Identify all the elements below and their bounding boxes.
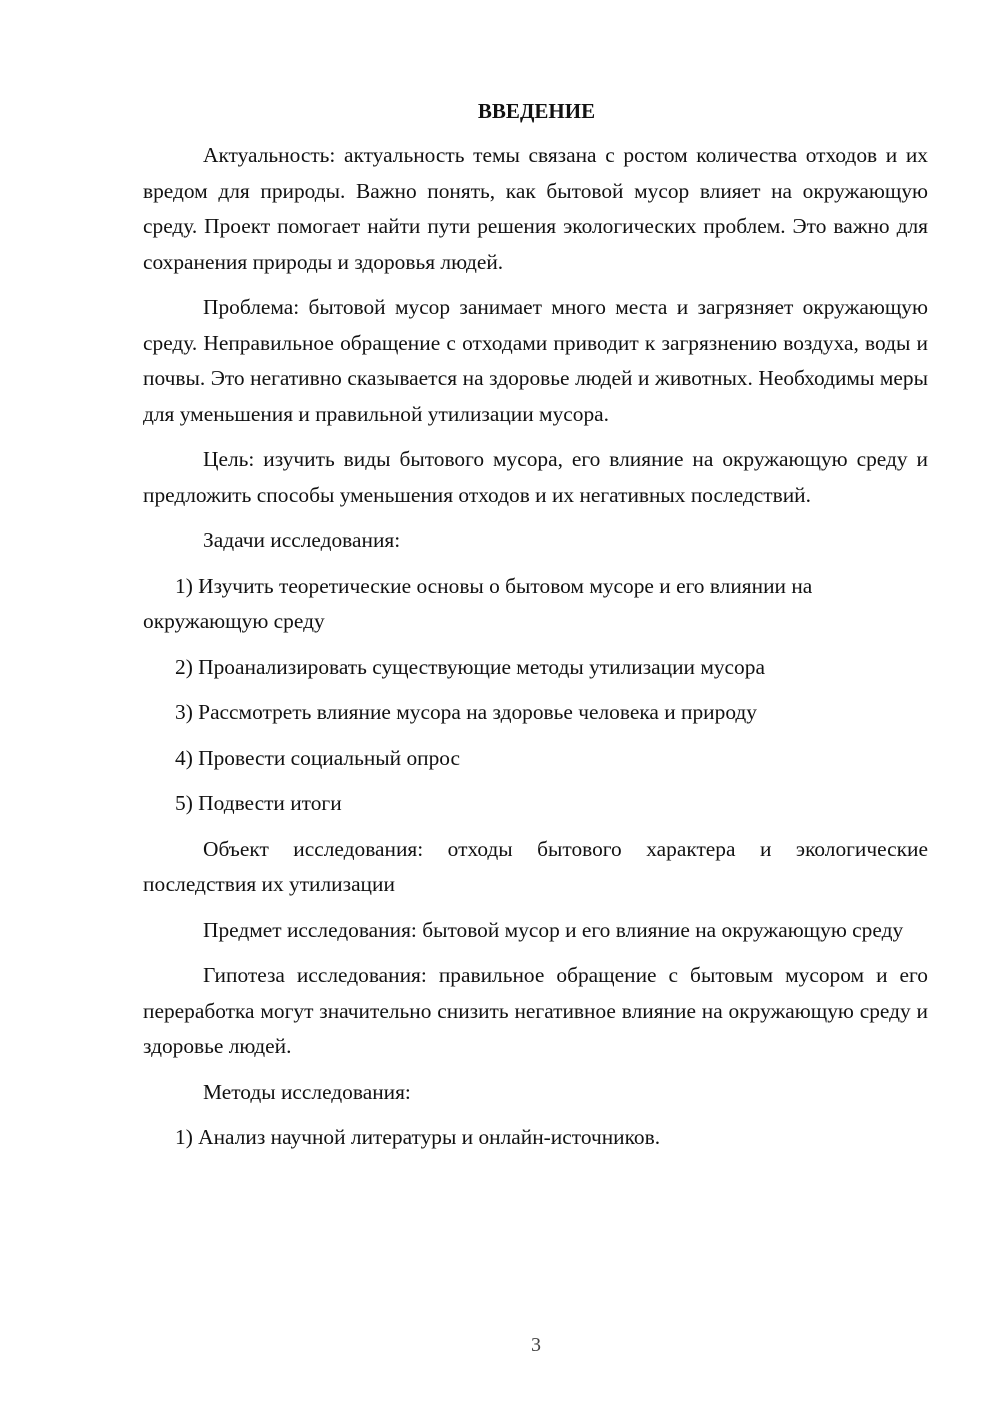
object-paragraph: Объект исследования: отходы бытового характера и экологические последствия их утилизации <box>143 836 928 896</box>
goal-paragraph: Цель: изучить виды бытового мусора, его влияние на окружающую среду и предложить способы уменьшения отходов и их негативных последствий. <box>143 447 928 507</box>
hypothesis-paragraph: Гипотеза исследования: правильное обращение с бытовым мусором и его переработка могут значительно снизить негативное влияние на окружающую среду и здоровье людей. <box>143 963 928 1058</box>
list-item: 5) Подвести итоги <box>175 791 342 815</box>
list-item: 3) Рассмотреть влияние мусора на здоровье человека и природу <box>175 700 757 724</box>
list-item: 4) Провести социальный опрос <box>175 745 461 770</box>
list-item: 1) Изучить теоретические основы о бытовом мусоре и его влиянии на окружающую среду <box>143 573 813 633</box>
section-title: ВВЕДЕНИЕ <box>477 99 596 123</box>
problem-paragraph: Проблема: бытовой мусор занимает много места и загрязняет окружающую среду. Неправильное обращение с отходами приводит к загрязнению воздуха, воды и почвы. Это негативно сказывается на здоровье людей и животных. Необходимы меры для уменьшения и правильной утилизации мусора. <box>143 295 928 426</box>
methods-list <box>143 1120 928 1156</box>
subject-paragraph: Предмет исследования: бытовой мусор и его влияние на окружающую среду <box>203 917 904 942</box>
tasks-list <box>143 569 928 822</box>
list-item: 2) Проанализировать существующие методы утилизации мусора <box>175 654 765 679</box>
document-page <box>143 96 928 1166</box>
list-item: 1) Анализ научной литературы и онлайн-источников. <box>175 1125 661 1149</box>
page-number: 3 <box>531 1334 541 1356</box>
relevance-paragraph: Актуальность: актуальность темы связана с ростом количества отходов и их вредом для природы. Важно понять, как бытовой мусор влияет на окружающую среду. Проект помогает найти пути решения экологических проблем. Это важно для сохранения природы и здоровья людей. <box>143 143 928 274</box>
tasks-heading: Задачи исследования: <box>203 528 401 552</box>
methods-heading: Методы исследования: <box>203 1079 411 1104</box>
